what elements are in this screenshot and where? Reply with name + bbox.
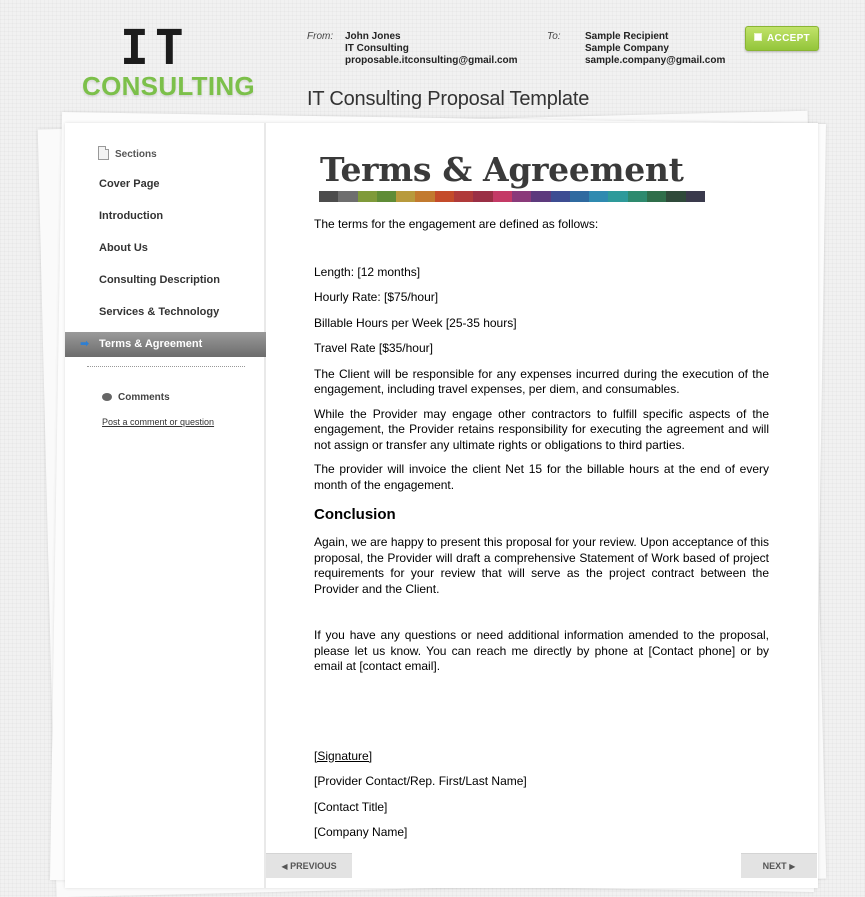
banner-color-stripes [319,191,705,202]
intro-text: The terms for the engagement are defined as follows: [314,217,599,231]
banner-stripe [666,191,685,202]
conclusion-heading: Conclusion [314,506,396,523]
banner-stripe [454,191,473,202]
sidebar-item-consulting-description[interactable] [65,268,266,293]
section-banner-title: Terms & Agreement [320,150,684,189]
sidebar-item-about-us[interactable] [65,236,266,261]
banner-stripe [589,191,608,202]
conclusion-paragraph: Again, we are happy to present this proposal for your review. Upon acceptance of this proposal, the Provider will draft a comprehensive Statement of Work based of project requirements for your review that will serve as the project contract between the Provider and the Client. [314,535,769,596]
banner-stripe [647,191,666,202]
invoice-paragraph: The provider will invoice the client Net 15 for the billable hours at the end of every month of the engagement. [314,462,769,492]
from-company: IT Consulting [345,43,409,54]
banner-stripe [628,191,647,202]
sidebar-item-label: About Us [99,242,148,254]
sidebar-item-label: Consulting Description [99,274,220,286]
contact-title-line: [Contact Title] [314,799,388,814]
next-button[interactable] [741,853,817,878]
from-block [345,31,518,67]
sidebar-item-introduction[interactable] [65,204,266,229]
banner-stripe [377,191,396,202]
to-label: To: [547,31,561,42]
previous-label: PREVIOUS [290,861,337,871]
contact-name-line: [Provider Contact/Rep. First/Last Name] [314,774,527,788]
banner-stripe [415,191,434,202]
logo [78,20,255,104]
arrow-right-icon: ➡ [80,338,90,350]
sidebar-dotted-divider [87,366,245,367]
banner-stripe [396,191,415,202]
document-icon [98,146,109,160]
hourly-rate-text: Hourly Rate: [$75/hour] [314,290,439,304]
banner-stripe [608,191,627,202]
sidebar-item-label: Terms & Agreement [99,338,203,350]
logo-consulting-text: CONSULTING [82,71,255,101]
from-name: John Jones [345,31,401,42]
accept-label: ACCEPT [767,33,810,44]
questions-paragraph: If you have any questions or need additional information amended to the proposal, please let us know. You can reach me directly by phone at [Contact phone] or by email at [contact email]. [314,628,769,673]
banner-stripe [319,191,338,202]
comments-header [102,392,170,403]
comment-bubble-icon [102,393,112,401]
length-text: Length: [12 months] [314,264,421,279]
company-name-line: [Company Name] [314,825,408,839]
travel-rate-text: Travel Rate [$35/hour] [314,341,433,355]
previous-button[interactable] [266,853,352,878]
billable-hours-text: Billable Hours per Week [25-35 hours] [314,315,517,330]
comments-label: Comments [118,392,170,403]
main-content [314,150,769,841]
from-email: proposable.itconsulting@gmail.com [345,55,518,66]
banner-stripe [551,191,570,202]
section-banner [319,150,711,204]
sidebar-item-label: Introduction [99,210,164,222]
banner-stripe [531,191,550,202]
banner-stripe [473,191,492,202]
triangle-left-icon: ◀ [281,862,288,871]
signature-line: [Signature] [314,748,373,763]
banner-stripe [570,191,589,202]
sidebar-item-label: Cover Page [99,178,160,190]
sidebar-item-label: Services & Technology [99,306,220,318]
document-title: IT Consulting Proposal Template [307,88,590,110]
sidebar-item-terms-agreement[interactable] [65,332,266,357]
expenses-paragraph: The Client will be responsible for any expenses incurred during the execution of the engagement, including travel expenses, per diem, and consumables. [314,366,769,396]
to-name: Sample Recipient [585,31,669,42]
checkbox-icon [754,33,762,41]
banner-stripe [512,191,531,202]
banner-stripe [493,191,512,202]
accept-button[interactable] [745,26,819,51]
sidebar-item-cover-page[interactable] [65,172,266,197]
sections-label: Sections [115,149,157,160]
logo-it-text: IT [120,20,190,76]
banner-stripe [686,191,705,202]
from-label: From: [307,31,334,42]
banner-stripe [435,191,454,202]
triangle-right-icon: ▶ [789,862,796,871]
next-label: NEXT [762,861,787,871]
to-block [585,31,725,67]
to-email: sample.company@gmail.com [585,55,726,66]
sections-header [98,146,157,160]
to-company: Sample Company [585,43,669,54]
sidebar-item-services-technology[interactable] [65,300,266,325]
banner-stripe [338,191,357,202]
banner-stripe [358,191,377,202]
contractors-paragraph: While the Provider may engage other contractors to fulfill specific aspects of the engagement, the Provider retains responsibility for executing the agreement and will not assign or transfer any ultimate rights or obligations to third parties. [314,406,769,452]
post-comment-link[interactable]: Post a comment or question [102,417,215,427]
